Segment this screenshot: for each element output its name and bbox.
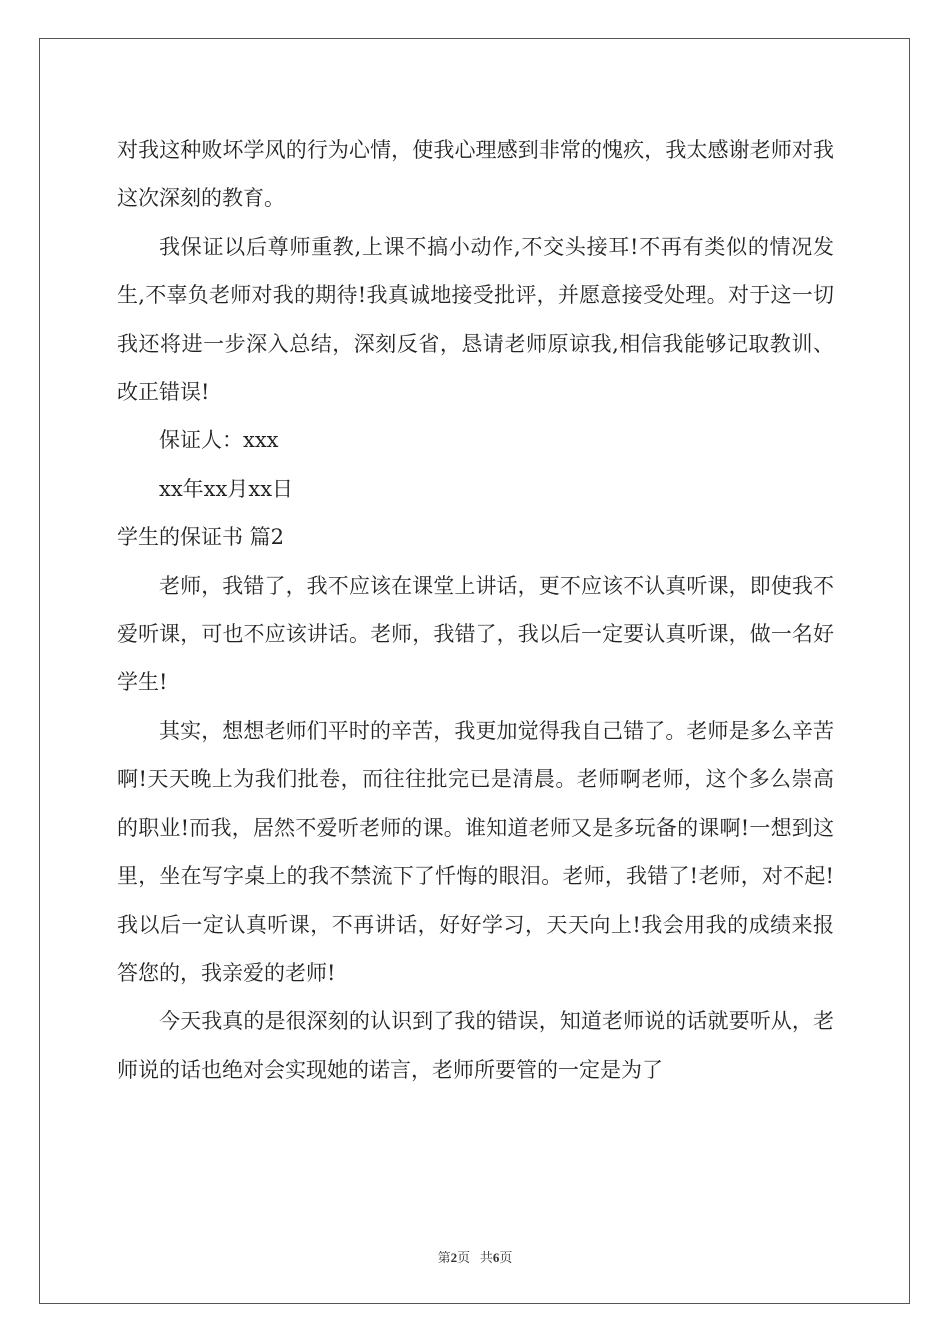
paragraph-4: 其实，想想老师们平时的辛苦，我更加觉得我自己错了。老师是多么辛苦啊!天天晚上为我们批卷，而往往批完已是清晨。老师啊老师，这个多么崇高的职业!而我，居然不爱听老师的课。谁知道老师又是多玩备的课啊!一想到这里，坐在写字桌上的我不禁流下了忏悔的眼泪。老师，我错了!老师，对不起!我以后一定认真听课，不再讲话，好好学习，天天向上!我会用我的成绩来报答您的，我亲爱的老师! — [117, 718, 834, 985]
paragraph-3: 老师，我错了，我不应该在课堂上讲话，更不应该不认真听课，即使我不爱听课，可也不应该讲话。老师，我错了，我以后一定要认真听课，做一名好学生! — [117, 573, 834, 695]
footer-prefix: 第 — [437, 1250, 451, 1265]
footer-total-suffix: 页 — [499, 1250, 513, 1265]
page-footer — [0, 1247, 950, 1266]
paragraph-5: 今天我真的是很深刻的认识到了我的错误，知道老师说的话就要听从，老师说的话也绝对会实现她的诺言，老师所要管的一定是为了 — [117, 1009, 834, 1082]
footer-total-prefix: 共 — [479, 1250, 493, 1265]
footer-total-pages: 6 — [492, 1250, 500, 1265]
footer-page-suffix: 页 — [457, 1250, 471, 1265]
paragraph-2: 我保证以后尊师重教,上课不搞小动作,不交头接耳!不再有类似的情况发生,不辜负老师对我的期待!我真诚地接受批评，并愿意接受处理。对于这一切我还将进一步深入总结，深刻反省，恳请老师原谅我,相信我能够记取教训、改正错误! — [117, 234, 834, 405]
document-body — [117, 126, 834, 1094]
section-heading: 学生的保证书 篇2 — [117, 525, 285, 550]
date-line: xx年xx月xx日 — [159, 476, 294, 501]
guarantor-line: 保证人：xxx — [159, 428, 279, 453]
footer-page-number: 2 — [450, 1250, 458, 1265]
paragraph-1: 对我这种败坏学风的行为心情，使我心理感到非常的愧疚，我太感谢老师对我这次深刻的教育。 — [117, 138, 834, 211]
